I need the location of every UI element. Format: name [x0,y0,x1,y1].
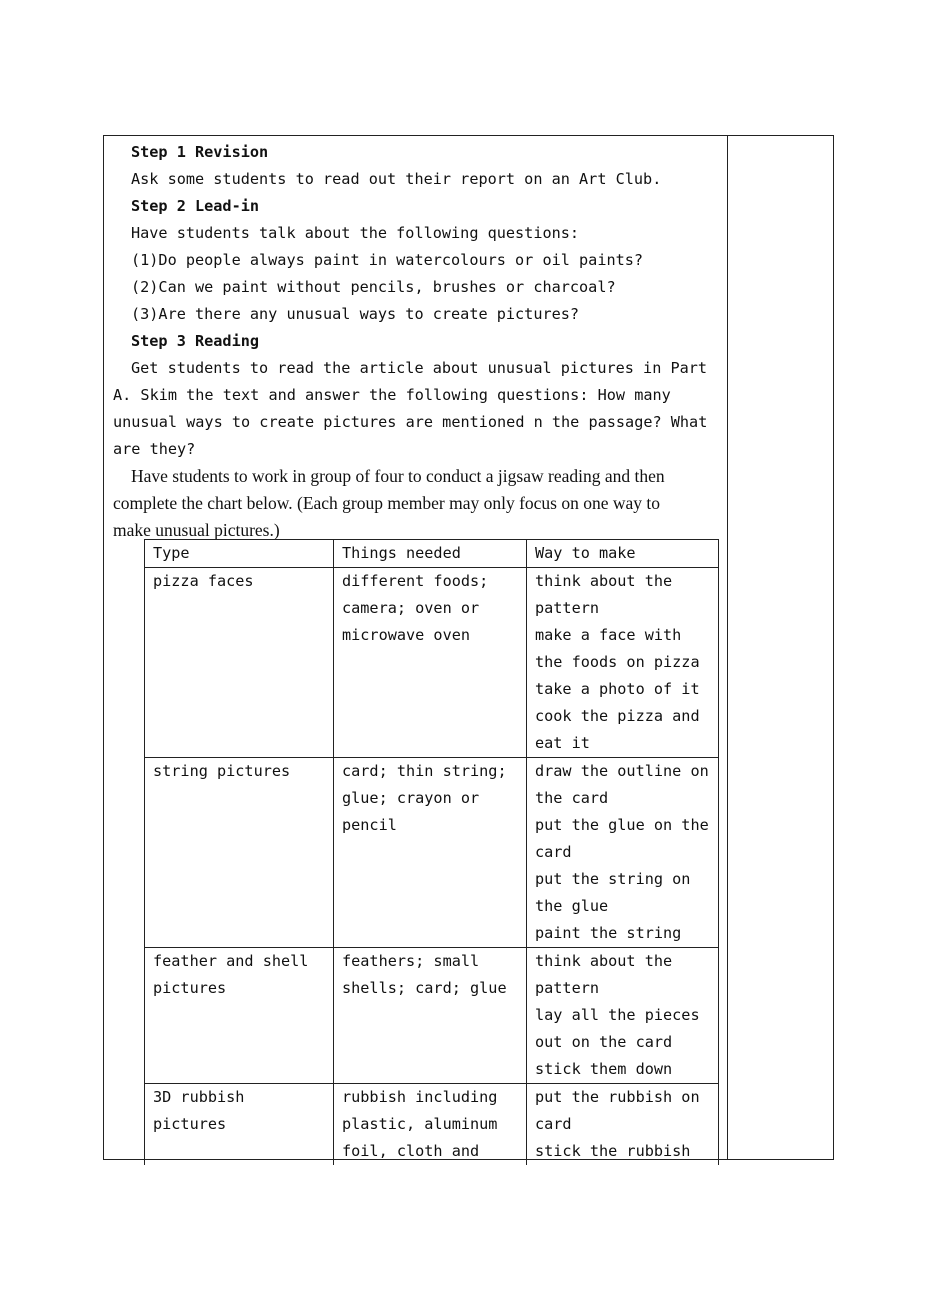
cell-line: the card [535,789,609,807]
step3-heading: Step 3 Reading [131,332,260,350]
cell-line: lay all the pieces [535,1006,700,1024]
cell-line: stick the rubbish [535,1142,691,1160]
cell-line: feathers; small [342,952,480,970]
cell-line: shells; card; glue [342,979,507,997]
cell-line: make a face with [535,626,682,644]
cell-line: cook the pizza and [535,707,700,725]
cell-line: stick them down [535,1060,673,1078]
cell-line: take a photo of it [535,680,700,698]
way-cell [527,758,719,948]
cell-line: rubbish including [342,1088,498,1106]
cell-line: pizza faces [153,572,254,590]
cell-line: card; thin string; [342,762,507,780]
cell-line: card [535,1115,572,1133]
cell-line: pattern [535,599,600,617]
question-3: (3)Are there any unusual ways to create pictures? [131,305,580,323]
cell-line: the glue [535,897,609,915]
cell-line: draw the outline on [535,762,709,780]
reading-line: unusual ways to create pictures are mentioned n the passage? What [113,413,708,431]
cell-line: out on the card [535,1033,673,1051]
header-things-needed: Things needed [334,540,527,568]
cell-line: glue; crayon or [342,789,480,807]
reading-line: Get students to read the article about unusual pictures in Part [131,359,708,377]
step1-text: Ask some students to read out their report on an Art Club. [131,170,662,188]
reading-paragraph [113,355,721,463]
table-row [145,568,719,758]
things-cell [334,758,527,948]
way-cell [527,948,719,1084]
cell-line: different foods; [342,572,489,590]
things-cell [334,948,527,1084]
type-cell [145,948,334,1084]
cell-line: pattern [535,979,600,997]
cell-line: card [535,843,572,861]
cell-line: think about the [535,952,673,970]
step1-heading: Step 1 Revision [131,143,269,161]
lesson-content [113,139,721,544]
chart-table [144,539,719,1165]
reading-line: are they? [113,440,196,458]
cell-line: paint the string [535,924,682,942]
cell-line: pictures [153,1115,227,1133]
type-cell [145,758,334,948]
question-2: (2)Can we paint without pencils, brushes or charcoal? [131,278,616,296]
jigsaw-line: Have students to work in group of four to conduct a jigsaw reading and then [131,466,665,486]
question-1: (1)Do people always paint in watercolours or oil paints? [131,251,644,269]
cell-line: put the rubbish on [535,1088,700,1106]
table-row [145,1084,719,1166]
step2-heading: Step 2 Lead-in [131,197,260,215]
table-header-row [145,540,719,568]
cell-line: microwave oven [342,626,471,644]
type-cell [145,1084,334,1166]
cell-line: think about the [535,572,673,590]
cell-line: put the string on [535,870,691,888]
things-cell [334,568,527,758]
table-row [145,948,719,1084]
reading-line: A. Skim the text and answer the following questions: How many [113,386,671,404]
cell-line: 3D rubbish [153,1088,245,1106]
way-cell [527,568,719,758]
jigsaw-line: make unusual pictures.) [113,520,280,540]
header-way-to-make: Way to make [527,540,719,568]
jigsaw-line: complete the chart below. (Each group member may only focus on one way to [113,493,661,513]
cell-line: the foods on pizza [535,653,700,671]
cell-line: eat it [535,734,590,752]
cell-line: put the glue on the [535,816,709,834]
cell-line: pencil [342,816,397,834]
cell-line: pictures [153,979,227,997]
table-row [145,758,719,948]
header-type: Type [145,540,334,568]
cell-line: plastic, aluminum [342,1115,498,1133]
column-divider [727,136,728,1159]
step2-intro: Have students talk about the following questions: [131,224,580,242]
lesson-plan-table [103,135,834,1160]
things-cell [334,1084,527,1166]
cell-line: string pictures [153,762,291,780]
way-cell [527,1084,719,1166]
jigsaw-paragraph [113,463,721,544]
cell-line: camera; oven or [342,599,480,617]
type-cell [145,568,334,758]
cell-line: feather and shell [153,952,309,970]
cell-line: foil, cloth and [342,1142,480,1160]
